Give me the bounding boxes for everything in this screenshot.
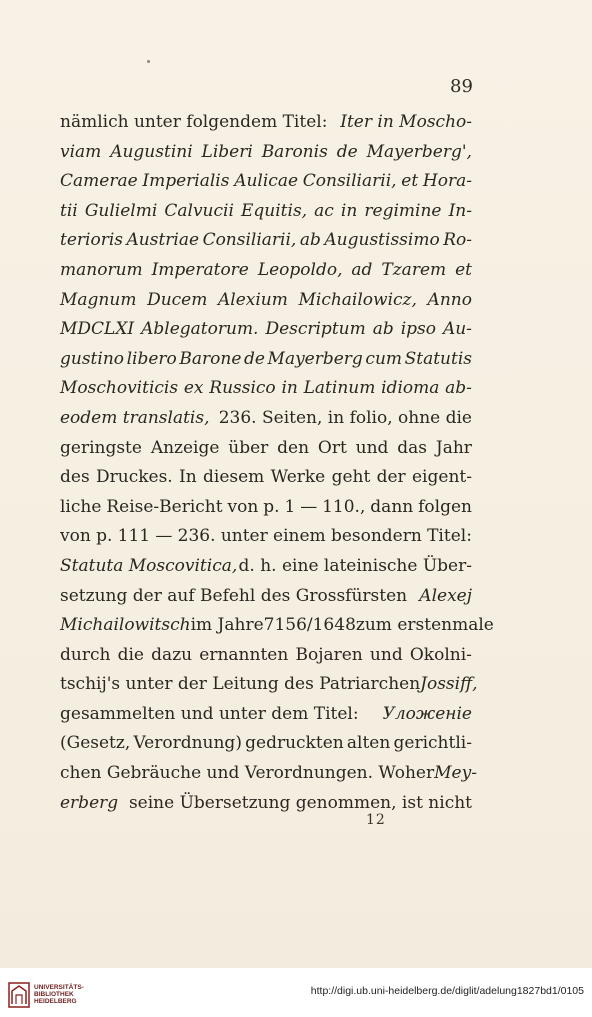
word: Jahr — [435, 437, 472, 458]
word: Calvucii — [164, 200, 234, 221]
word: gerichtli- — [393, 733, 472, 754]
word: besondern — [330, 526, 422, 547]
word: Augustini — [110, 141, 193, 162]
word: Alexium — [217, 289, 288, 310]
word: 236. — [177, 526, 216, 547]
word: p. — [263, 496, 280, 517]
word: dazu — [151, 644, 193, 665]
word: Titel: — [427, 526, 472, 547]
word: — — [300, 496, 318, 517]
word: Russico — [209, 378, 276, 399]
word: die — [117, 644, 144, 665]
word: geht — [331, 467, 371, 488]
text-line — [60, 493, 472, 523]
text-line — [60, 522, 472, 552]
body-text — [60, 108, 494, 818]
word: ab- — [445, 378, 472, 399]
text-line — [60, 404, 472, 434]
word: liche — [60, 496, 102, 517]
word: Magnum — [60, 289, 137, 310]
word: Anzeige — [150, 437, 220, 458]
text-segment: chen Gebräuche und Verordnungen. Woher — [60, 763, 435, 784]
text-segment: erberg — [60, 792, 119, 813]
word: Mayerberg', — [366, 141, 472, 162]
text-segment: Jossiff, — [420, 674, 478, 695]
text-segment: Iter in Moscho- — [340, 112, 472, 132]
word: Ro- — [443, 230, 472, 251]
word: durch — [60, 644, 111, 665]
word: 111 — [117, 526, 151, 547]
text-segment: seine Übersetzung genommen, ist nicht — [128, 792, 472, 813]
word: In — [179, 467, 197, 488]
word: ab — [299, 230, 321, 251]
word: geringste — [60, 437, 142, 458]
word: in — [281, 378, 298, 399]
word: Descriptum — [265, 319, 366, 340]
word: Latinum — [303, 378, 376, 399]
word: ab — [372, 319, 394, 340]
word: et — [455, 259, 472, 280]
text-segment: 236. Seiten, in folio, ohne die — [218, 407, 472, 428]
word: Verordnung) — [133, 733, 242, 754]
text-segment: 7156/1648 — [263, 615, 356, 636]
word: Barone — [179, 348, 242, 369]
text-segment: Mey- — [434, 763, 477, 784]
word: Aulicae — [234, 171, 299, 192]
word: ad — [351, 259, 373, 280]
word: gustino — [60, 348, 125, 369]
word: terioris — [60, 230, 123, 251]
word: Imperatore — [151, 259, 249, 280]
word: — — [155, 526, 173, 547]
library-name-line: HEIDELBERG — [34, 998, 77, 1005]
text-line — [60, 286, 472, 316]
word: eigent- — [412, 467, 472, 488]
footer-bar — [0, 968, 592, 1017]
text-segment: Michailowitsch — [60, 615, 191, 636]
text-line — [60, 108, 472, 138]
word: über — [228, 437, 269, 458]
word: Liberi — [201, 141, 253, 162]
word: Augustissimo — [324, 230, 440, 251]
word: von — [60, 526, 91, 547]
word: Bojaren — [295, 644, 363, 665]
text-line — [60, 167, 472, 197]
word: in — [340, 200, 358, 221]
text-line — [60, 729, 472, 759]
word: das — [397, 437, 428, 458]
text-line — [60, 641, 472, 671]
word: und — [355, 437, 389, 458]
word: gedruckten — [245, 733, 344, 754]
word: Au- — [442, 319, 472, 340]
text-segment: Statuta Moscovitica, — [60, 555, 238, 576]
library-name-line: BIBLIOTHEK — [34, 991, 74, 998]
word: libero — [126, 348, 177, 369]
word: diesem — [203, 467, 265, 488]
word: ac — [314, 200, 334, 221]
text-line — [60, 759, 477, 789]
word: den — [277, 437, 310, 458]
word: 110., — [322, 496, 366, 517]
word: de — [243, 348, 265, 369]
word: In- — [448, 200, 472, 221]
word: 1 — [284, 496, 296, 517]
word: Leopoldo, — [257, 259, 343, 280]
word: Druckes. — [95, 467, 173, 488]
text-segment: Alexej — [419, 585, 472, 606]
word: ex — [183, 378, 204, 399]
word: cum — [365, 348, 403, 369]
text-line — [60, 256, 472, 286]
word: de — [336, 141, 358, 162]
word: p. — [96, 526, 113, 547]
word: dann — [370, 496, 414, 517]
text-segment: eodem translatis, — [60, 407, 210, 428]
text-segment: im Jahre — [190, 615, 264, 636]
text-segment: d. h. eine lateinische Über- — [238, 555, 472, 576]
word: einem — [273, 526, 326, 547]
text-line — [60, 789, 472, 819]
word: manorum — [60, 259, 143, 280]
library-name-line: UNIVERSITÄTS- — [34, 984, 84, 991]
word: Ablegatorum. — [141, 319, 259, 340]
text-line — [60, 463, 472, 493]
text-segment: setzung der auf Befehl des Grossfürsten — [60, 585, 408, 606]
text-segment: nämlich unter folgendem Titel: — [60, 112, 328, 132]
library-name — [34, 984, 84, 1005]
word: Tzarem — [381, 259, 447, 280]
word: tii — [60, 200, 78, 221]
word: Mayerberg — [267, 348, 363, 369]
word: Anno — [427, 289, 472, 310]
word: Austriae — [126, 230, 200, 251]
word: folgen — [418, 496, 472, 517]
word: der — [376, 467, 406, 488]
word: idioma — [381, 378, 440, 399]
word: Gulielmi — [84, 200, 158, 221]
text-line — [60, 582, 472, 612]
text-line — [60, 552, 472, 582]
word: Statutis — [404, 348, 472, 369]
word: MDCLXI — [60, 319, 135, 340]
text-line — [60, 197, 472, 227]
page-number: 89 — [450, 76, 473, 97]
word: Werke — [270, 467, 326, 488]
word: Consiliarii, — [302, 171, 397, 192]
word: regimine — [364, 200, 442, 221]
word: Camerae — [60, 171, 138, 192]
word: Michailowicz, — [298, 289, 417, 310]
text-segment: tschij's unter der Leitung des Patriarchen — [60, 674, 421, 695]
word: unter — [220, 526, 268, 547]
text-segment: gesammelten und unter dem Titel: — [60, 703, 359, 724]
text-line — [60, 226, 472, 256]
word: ernannten — [199, 644, 289, 665]
word: Ducem — [147, 289, 208, 310]
text-line — [60, 700, 472, 730]
word: des — [60, 467, 90, 488]
text-line — [60, 611, 494, 641]
word: Ort — [317, 437, 347, 458]
text-line — [60, 345, 472, 375]
source-url-link[interactable]: http://digi.ub.uni-heidelberg.de/diglit/adelung1827bd1/0105 — [310, 985, 584, 997]
word: alten — [346, 733, 391, 754]
word: (Gesetz, — [60, 733, 131, 754]
signature-mark: 12 — [366, 812, 386, 828]
word: Baronis — [261, 141, 328, 162]
text-segment: Уложеніе — [382, 703, 472, 724]
word: Imperialis — [142, 171, 230, 192]
word: von — [227, 496, 259, 517]
word: ipso — [400, 319, 436, 340]
text-line — [60, 670, 478, 700]
word: Reise-Bericht — [106, 496, 223, 517]
text-line — [60, 138, 472, 168]
paper-speck — [147, 60, 150, 63]
word: Moschoviticis — [60, 378, 179, 399]
text-segment: zum erstenmale — [355, 615, 494, 636]
word: und — [369, 644, 403, 665]
word: et — [401, 171, 419, 192]
text-line — [60, 434, 472, 464]
word: Hora- — [422, 171, 472, 192]
library-logo-icon — [8, 982, 30, 1008]
word: Equitis, — [241, 200, 308, 221]
text-line — [60, 315, 472, 345]
word: Consiliarii, — [202, 230, 297, 251]
text-line — [60, 374, 472, 404]
word: viam — [60, 141, 102, 162]
word: Okolni- — [409, 644, 472, 665]
